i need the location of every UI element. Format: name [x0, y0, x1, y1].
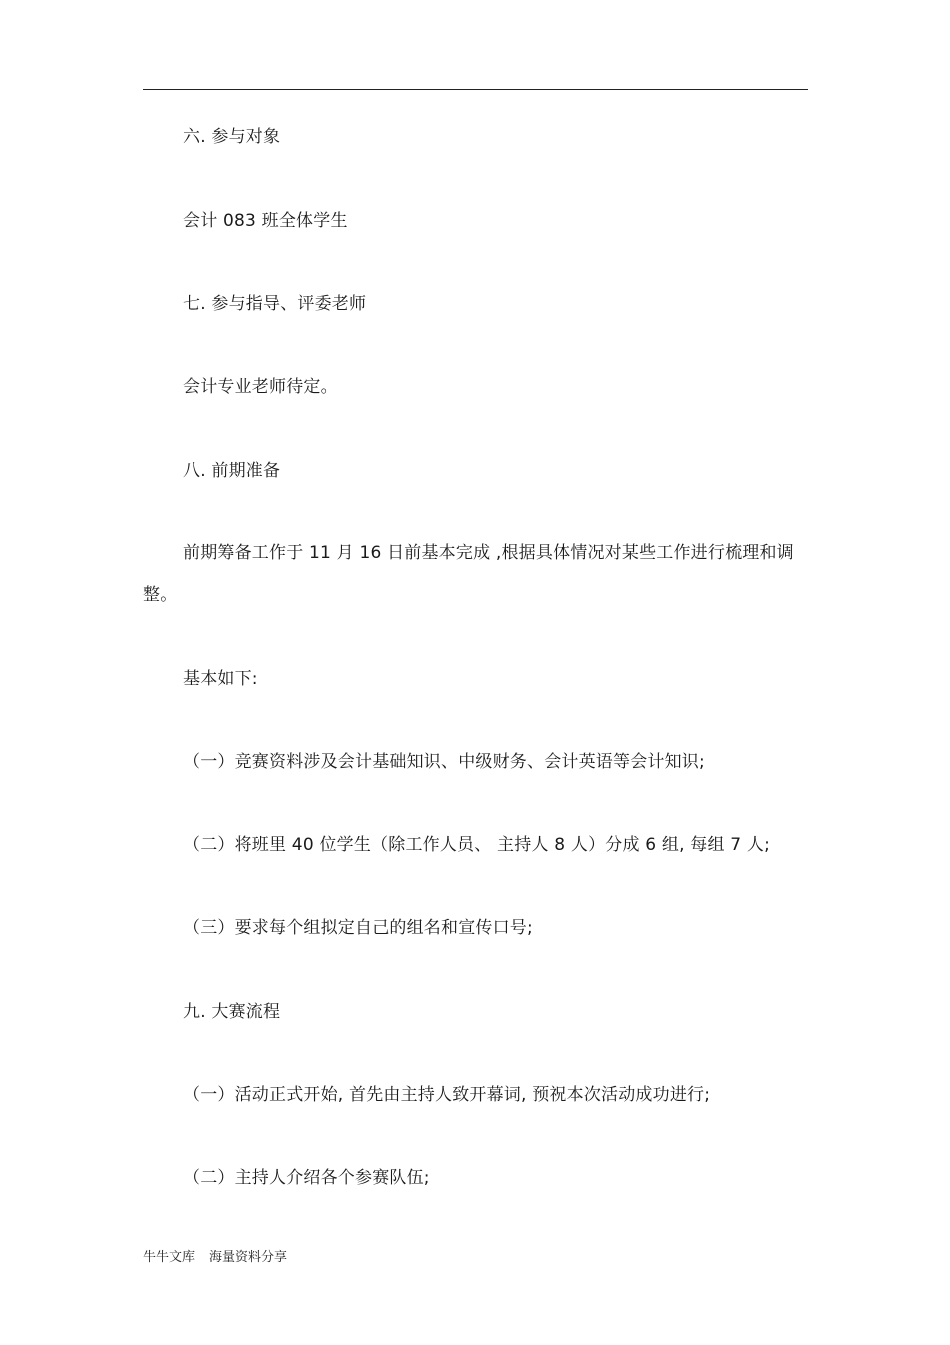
section-body-7: 会计专业老师待定。: [183, 377, 338, 397]
section-heading-9: 九. 大赛流程: [183, 1002, 281, 1022]
footer-site-name: 牛牛文库: [143, 1250, 196, 1265]
list-item: （一）竞赛资料涉及会计基础知识、中级财务、会计英语等会计知识;: [183, 752, 705, 772]
section-heading-7: 七. 参与指导、评委老师: [183, 294, 367, 314]
header-rule: [143, 89, 808, 90]
section-heading-6: 六. 参与对象: [183, 127, 281, 147]
list-item: （三）要求每个组拟定自己的组名和宣传口号;: [183, 918, 533, 938]
section-paragraph-8: 前期筹备工作于 11 月 16 日前基本完成 ,根据具体情况对某些工作进行梳理和调整。: [143, 543, 794, 605]
section-body-6: 会计 083 班全体学生: [183, 211, 348, 231]
footer-slogan: 海量资料分享: [209, 1250, 288, 1265]
page-footer: [143, 1250, 287, 1266]
section-heading-8: 八. 前期准备: [183, 461, 281, 481]
list-item: （二）将班里 40 位学生（除工作人员、 主持人 8 人）分成 6 组, 每组 7 人;: [183, 835, 771, 855]
list-item: （二）主持人介绍各个参赛队伍;: [183, 1168, 430, 1188]
section-intro-8: 基本如下:: [183, 669, 258, 689]
list-item: （一）活动正式开始, 首先由主持人致开幕词, 预祝本次活动成功进行;: [183, 1085, 711, 1105]
